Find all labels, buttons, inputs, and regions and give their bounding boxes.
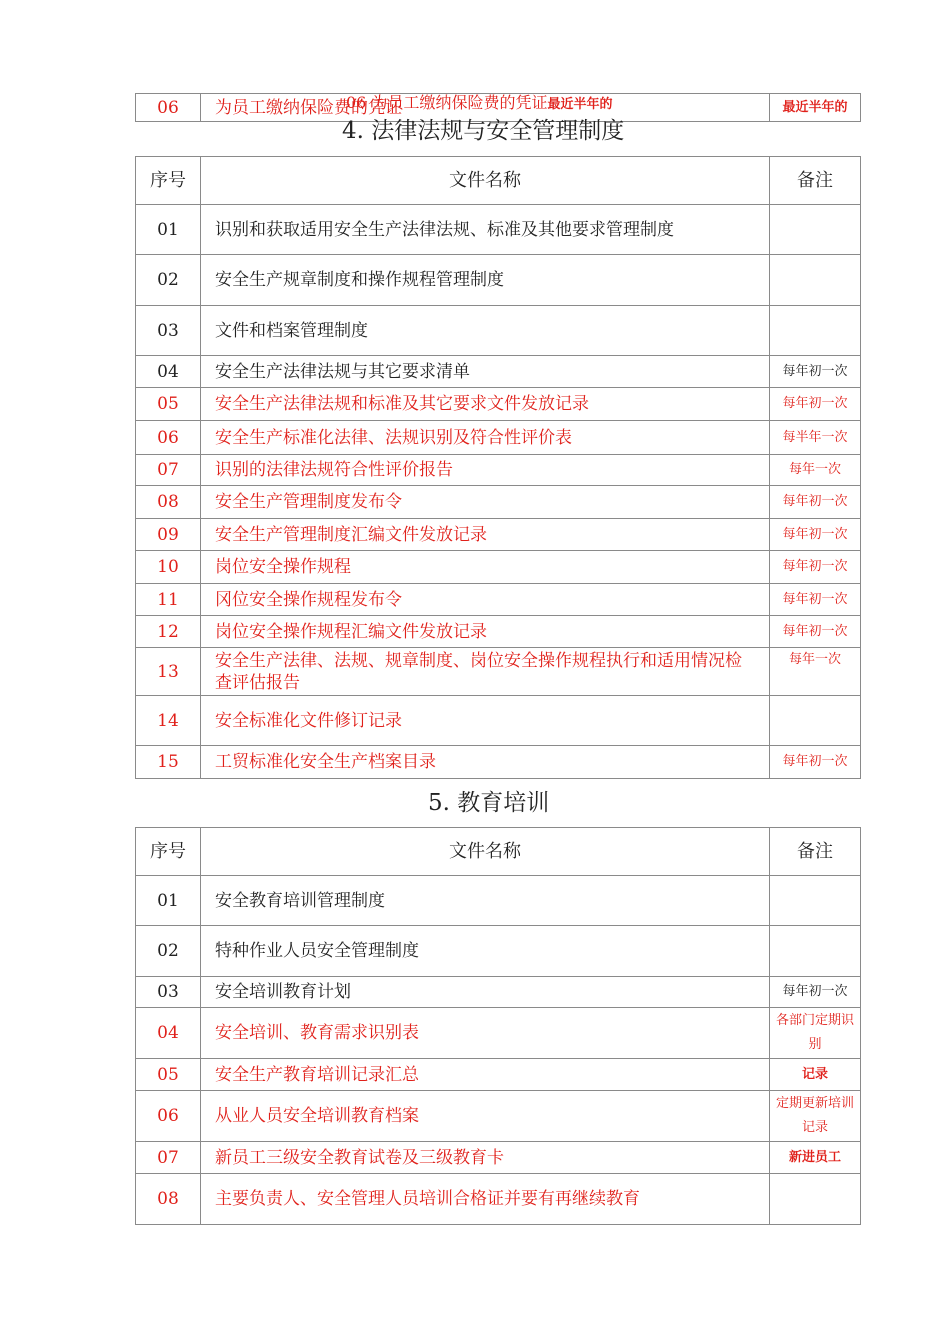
row-note [770,255,861,306]
row-number: 12 [136,616,201,648]
table-row [136,356,861,388]
row-note: 每年一次 [770,648,861,696]
header-name: 文件名称 [201,157,770,205]
row-name: 冈位安全操作规程发布令 [201,584,770,616]
row-name: 安全生产管理制度发布令 [201,486,770,519]
row-note: 每年初一次 [770,356,861,388]
row-number: 01 [136,876,201,926]
table-row [136,306,861,356]
row-note: 记录 [770,1059,861,1091]
table-row [136,388,861,421]
row-name: 安全培训、教育需求识别表 [201,1008,770,1059]
table-row [136,551,861,584]
section4-table [135,156,861,779]
row-number: 11 [136,584,201,616]
table-row [136,977,861,1008]
header-name: 文件名称 [201,828,770,876]
header-no: 序号 [136,828,201,876]
row-name: 新员工三级安全教育试卷及三级教育卡 [201,1142,770,1174]
row-note [770,306,861,356]
section5-title: 5. 教育培训 [428,790,550,816]
table-row [136,255,861,306]
row-number: 06 [136,1091,201,1142]
table-row [136,746,861,779]
section4-title: 4. 法律法规与安全管理制度 [342,118,625,144]
row-note: 每年初一次 [770,551,861,584]
row-number: 03 [136,977,201,1008]
row-note: 每年初一次 [770,977,861,1008]
row-number: 15 [136,746,201,779]
row-name: 识别的法律法规符合性评价报告 [201,455,770,486]
row-name: 安全生产法律法规与其它要求清单 [201,356,770,388]
table-row [136,584,861,616]
row-name: 安全生产管理制度汇编文件发放记录 [201,519,770,551]
table-row [136,205,861,255]
table-row [136,1174,861,1225]
row-note [770,205,861,255]
row-note: 新进员工 [770,1142,861,1174]
row-name: 安全培训教育计划 [201,977,770,1008]
row-number: 02 [136,926,201,977]
row-number: 08 [136,486,201,519]
row-note [770,876,861,926]
table-row [136,455,861,486]
table-row [136,696,861,746]
header-no: 序号 [136,157,201,205]
row-name: 安全生产规章制度和操作规程管理制度 [201,255,770,306]
header-note: 备注 [770,828,861,876]
overlap-artifact [346,90,612,113]
row-note [770,926,861,977]
row-name: 安全标准化文件修订记录 [201,696,770,746]
row-name: 文件和档案管理制度 [201,306,770,356]
table-row [136,1091,861,1142]
row-number: 04 [136,356,201,388]
table-header-row [136,157,861,205]
row-name: 工贸标准化安全生产档案目录 [201,746,770,779]
row-note: 每年初一次 [770,584,861,616]
row-note: 每年初一次 [770,616,861,648]
row-number: 01 [136,205,201,255]
row-name: 从业人员安全培训教育档案 [201,1091,770,1142]
row-name: 主要负责人、安全管理人员培训合格证并要有再继续教育 [201,1174,770,1225]
row-name: 为员工缴纳保险费的凭证 [201,94,770,122]
row-number: 03 [136,306,201,356]
section5-table [135,827,861,1225]
row-note [770,696,861,746]
row-number: 09 [136,519,201,551]
row-number: 06 [136,94,201,122]
row-number: 04 [136,1008,201,1059]
row-name: 安全生产法律法规和标准及其它要求文件发放记录 [201,388,770,421]
row-number: 10 [136,551,201,584]
table-row [136,648,861,696]
table-row [136,1059,861,1091]
table-header-row [136,828,861,876]
table-row [136,616,861,648]
row-name: 安全生产法律、法规、规章制度、岗位安全操作规程执行和适用情况检查评估报告 [201,648,770,696]
table-row [136,876,861,926]
row-name: 安全生产教育培训记录汇总 [201,1059,770,1091]
row-note: 每年初一次 [770,388,861,421]
table-row [136,1008,861,1059]
row-name: 识别和获取适用安全生产法律法规、标准及其他要求管理制度 [201,205,770,255]
row-number: 05 [136,388,201,421]
overlap-text: 06 为员工缴纳保险费的凭证 [346,93,548,112]
table-row [136,519,861,551]
row-name: 安全教育培训管理制度 [201,876,770,926]
row-number: 07 [136,1142,201,1174]
row-name: 安全生产标准化法律、法规识别及符合性评价表 [201,421,770,455]
overlap-note: 最近半年的 [547,97,613,112]
row-number: 13 [136,648,201,696]
row-number: 05 [136,1059,201,1091]
row-number: 07 [136,455,201,486]
row-note: 每年一次 [770,455,861,486]
row-note: 每年初一次 [770,519,861,551]
row-note: 各部门定期识别 [770,1008,861,1059]
row-note: 每年初一次 [770,486,861,519]
table-row [136,421,861,455]
row-name: 特种作业人员安全管理制度 [201,926,770,977]
row-number: 08 [136,1174,201,1225]
table-row [136,1142,861,1174]
row-number: 14 [136,696,201,746]
row-name: 岗位安全操作规程 [201,551,770,584]
row-number: 06 [136,421,201,455]
row-note [770,1174,861,1225]
row-name: 岗位安全操作规程汇编文件发放记录 [201,616,770,648]
row-note: 每半年一次 [770,421,861,455]
table-row [136,486,861,519]
header-note: 备注 [770,157,861,205]
table-row [136,926,861,977]
row-note: 定期更新培训记录 [770,1091,861,1142]
row-note: 最近半年的 [770,94,861,122]
row-note: 每年初一次 [770,746,861,779]
row-number: 02 [136,255,201,306]
